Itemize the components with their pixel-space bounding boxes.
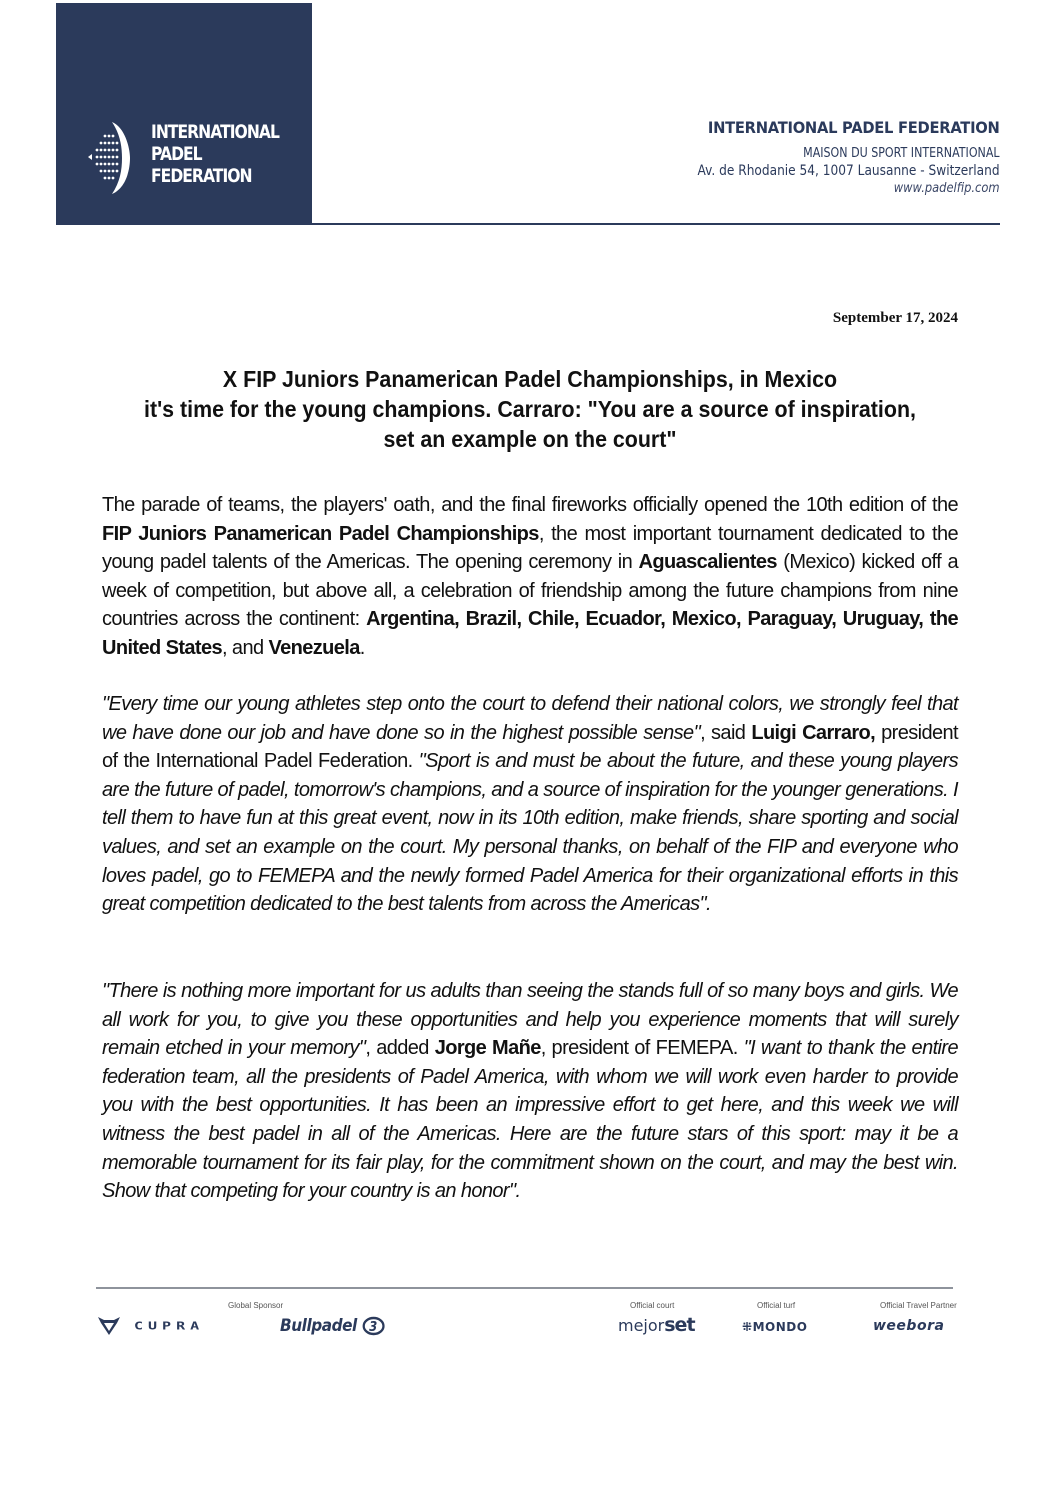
- sponsor-label-global: Global Sponsor: [228, 1301, 284, 1310]
- padel-racket-icon: [86, 120, 130, 196]
- title-line: X FIP Juniors Panamerican Padel Championships, in Mexico: [222, 366, 838, 392]
- logo-line: INTERNATIONAL: [151, 121, 279, 143]
- quote: "Sport is and must be about the future, and these young players are the future of padel, tomorrow's champions, and a source of inspiration for the younger generations. I tell them to have fun at this great event, now in its 10th edition, make friends, share sporting and social values, and set an example on the court. My personal thanks, on behalf of the FIP and everyone who loves padel, go to FEMEPA and the newly formed Padel America for their organizational efforts in this great competition dedicated to the best talents from across the Americas".: [102, 750, 958, 916]
- speaker-name: Luigi Carraro,: [751, 721, 876, 744]
- sponsor-label-travel: Official Travel Partner: [880, 1301, 957, 1310]
- text: , the most important tournament dedicated to the young padel talents of the Americas. The opening ceremony in: [102, 522, 959, 574]
- mejorset-wordmark-mejor: mejor: [618, 1316, 665, 1335]
- weebora-logo: weebora: [873, 1318, 945, 1334]
- title-line: set an example on the court": [383, 426, 677, 452]
- text: .: [359, 636, 365, 659]
- sponsor-label-turf: Official turf: [757, 1301, 796, 1310]
- mejorset-logo: [618, 1314, 695, 1336]
- bullpadel-emblem-icon: [362, 1316, 385, 1336]
- participating-country: Venezuela: [268, 636, 360, 659]
- mondo-icon: ⁜: [742, 1320, 753, 1334]
- participating-countries: Argentina, Brazil, Chile, Ecuador, Mexico, Paraguay, Uruguay, the United States: [102, 608, 958, 659]
- organization-building: MAISON DU SPORT INTERNATIONAL: [803, 145, 1000, 161]
- quote: "Every time our young athletes step onto the court to defend their national colors, we strongly feel that we have done our job and have done so in the highest possible sense": [102, 693, 958, 744]
- championship-name: FIP Juniors Panamerican Padel Championships: [102, 522, 539, 545]
- quote: "There is nothing more important for us adults than seeing the stands full of so many boys and girls. We all work for you, to give you these opportunities and help you experience moments that will surely remain etched in your memory": [102, 980, 958, 1060]
- text: , said: [700, 721, 752, 744]
- text: The parade of teams, the players' oath, and the final fireworks officially opened the 10th edition of the: [102, 494, 958, 516]
- logo-wordmark: [151, 121, 279, 187]
- organization-website-link[interactable]: www.padelfip.com: [894, 180, 1000, 196]
- fip-logo-block: [56, 3, 312, 225]
- svg-text:3: 3: [368, 1319, 377, 1335]
- paragraph-intro: [102, 491, 958, 663]
- mondo-logo: [742, 1320, 807, 1334]
- mejorset-wordmark-set: set: [664, 1314, 695, 1336]
- organization-info: [640, 118, 1000, 196]
- mondo-wordmark: MONDO: [752, 1320, 808, 1334]
- quote: "I want to thank the entire federation team, all the presidents of Padel America, with whom we will work even harder to provide you with the best opportunities. It has been an impressive effort to get here, and this week we will witness the best padel in all of the Americas. Here are the future stars of this sport: may it be a memorable tournament for its fair play, for the commitment shown on the court, and may the best win. Show that competing for your country is an honor".: [102, 1037, 958, 1203]
- footer-divider: [96, 1287, 953, 1289]
- header-divider: [312, 223, 1000, 225]
- host-city: Aguascalientes: [638, 551, 777, 574]
- text: , president of FEMEPA.: [540, 1037, 744, 1060]
- bullpadel-logo: [280, 1316, 385, 1336]
- text: , added: [365, 1037, 435, 1060]
- press-release-date: September 17, 2024: [832, 310, 958, 326]
- text: president of the International Padel Federation.: [102, 721, 958, 773]
- cupra-logo: [98, 1317, 204, 1335]
- logo-line: PADEL: [151, 143, 202, 165]
- title-line: it's time for the young champions. Carraro: "You are a source of inspiration,: [144, 396, 916, 422]
- text: , and: [222, 636, 269, 659]
- paragraph-carraro-quote: [102, 690, 958, 919]
- speaker-name: Jorge Mañe: [434, 1037, 541, 1060]
- cupra-emblem-icon: [98, 1317, 120, 1335]
- bullpadel-wordmark: Bullpadel: [280, 1316, 357, 1336]
- cupra-wordmark: CUPRA: [134, 1319, 205, 1333]
- paragraph-mane-quote: [102, 977, 958, 1206]
- press-release-title: [112, 364, 949, 454]
- organization-name: INTERNATIONAL PADEL FEDERATION: [708, 118, 1000, 137]
- logo-line: FEDERATION: [151, 165, 252, 187]
- organization-address: Av. de Rhodanie 54, 1007 Lausanne - Switzerland: [697, 163, 1000, 179]
- sponsor-label-court: Official court: [630, 1301, 675, 1310]
- text: (Mexico) kicked off a week of competition, but above all, a celebration of friendship among the future champions from nine countries across the continent:: [102, 551, 958, 631]
